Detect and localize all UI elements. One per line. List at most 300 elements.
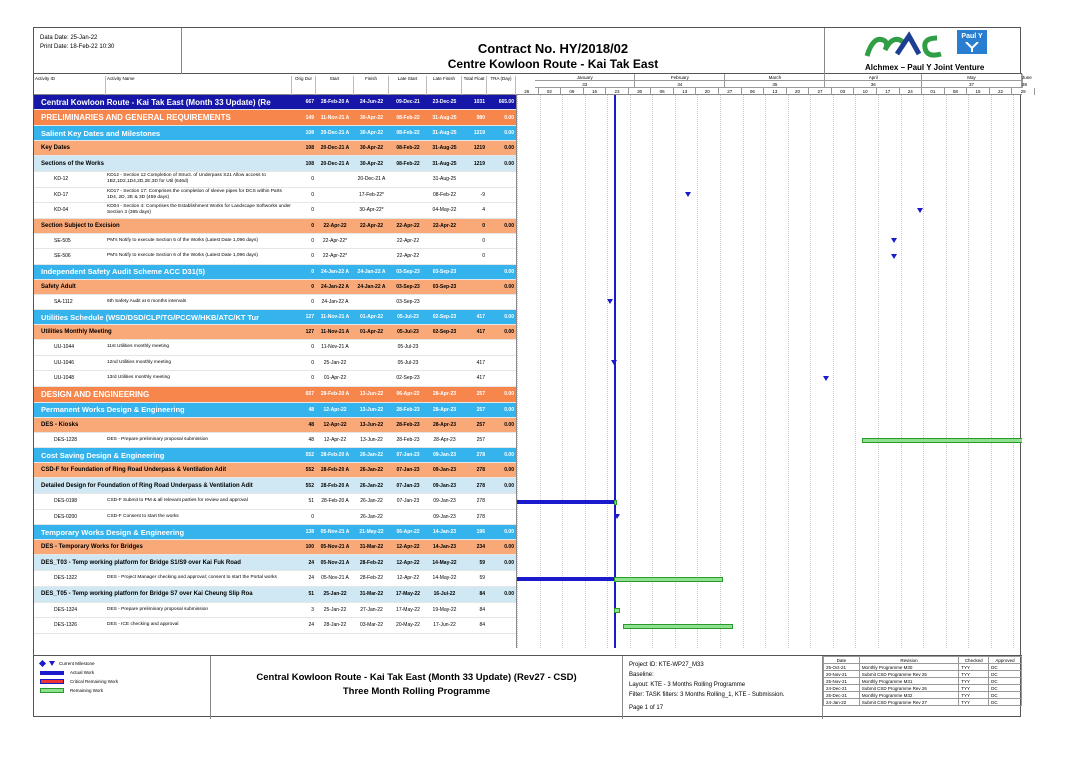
footer-title-block [211, 656, 623, 719]
late-start: 03-Sep-23 [396, 268, 420, 275]
grid-line [607, 95, 608, 648]
summary-row[interactable] [34, 280, 516, 295]
late-start: 07-Jan-23 [396, 467, 420, 473]
finish-date: 21-May-22 [359, 529, 384, 535]
revision-table [823, 656, 1022, 719]
finish-date: 30-Apr-22* [359, 207, 384, 214]
rev-approved: DC [989, 671, 1022, 678]
late-start: 28-Feb-23 [396, 421, 420, 428]
month-label: March [725, 74, 825, 81]
remaining-work-bar[interactable] [623, 624, 733, 629]
grid-line [901, 95, 902, 648]
late-start: 09-Dec-21 [396, 99, 420, 105]
activity-name: PM's Notify to execute Section 6 of the Works (Latest Date 1,096 days) [107, 253, 258, 259]
activity-row[interactable] [34, 494, 516, 510]
revision-row [824, 685, 1022, 692]
activity-name: DES_T05 - Temp working platform for Bridge S7 over Kai Cheung Slip Roa [41, 591, 253, 597]
finish-date: 24-Jan-22 A [357, 283, 386, 290]
start-date: 28-Feb-20 A [320, 452, 350, 458]
activity-row[interactable] [34, 618, 516, 634]
grid-line [652, 95, 653, 648]
grid-line [562, 95, 563, 648]
summary-row[interactable] [34, 265, 516, 280]
tra-days: 0.00 [504, 406, 514, 413]
start-date: 22-Apr-22 [323, 222, 347, 229]
activity-name: 6th Safety Audit at 6 months intervals [107, 298, 187, 304]
revision-row [824, 699, 1022, 706]
actual-work-bar[interactable] [517, 577, 614, 581]
remaining-work-bar[interactable] [614, 577, 724, 582]
orig-dur: 24 [308, 575, 314, 582]
tra-days [487, 494, 516, 509]
total-float: 234 [476, 544, 485, 550]
rev-checked: TYY [959, 664, 989, 671]
tra-days [487, 618, 516, 633]
summary-row[interactable] [34, 156, 516, 172]
activity-name: Central Kowloon Route - Kai Tak East (Month 33 Update) (Re [41, 97, 271, 107]
schedule-sheet [33, 27, 1032, 717]
activity-id: DES-1324 [54, 606, 78, 613]
rev-date: 24-Dec-21 [824, 685, 860, 692]
tra-days [487, 234, 516, 249]
late-finish: 14-Jan-23 [432, 529, 457, 535]
late-start: 22-Apr-22 [396, 253, 420, 260]
total-float: 257 [476, 391, 485, 397]
week-day-label: 20 [696, 88, 719, 95]
period-label: 36 [825, 81, 922, 88]
project-id: Project ID: KTE-WP27_M33 [629, 662, 704, 668]
summary-row[interactable] [34, 126, 516, 141]
finish-date: 13-Jun-22 [359, 391, 384, 397]
week-day-label: 10 [854, 88, 877, 95]
rev-col-approved: Approved [989, 657, 1022, 664]
activity-name: Independent Safety Audit Scheme ACC D31(5) [41, 267, 206, 276]
total-float: 4 [482, 207, 485, 214]
milestone-icon[interactable] [685, 192, 691, 197]
rev-description: Monthly Programme M32 [859, 692, 958, 699]
start-date: 24-Jan-22 A [321, 298, 349, 305]
week-day-label: 22 [990, 88, 1013, 95]
week-day-label: 27 [719, 88, 742, 95]
summary-row[interactable] [34, 478, 516, 494]
late-start: 06-Apr-22 [396, 529, 420, 535]
late-start: 05-Jul-23 [397, 359, 419, 366]
late-start: 03-Sep-23 [396, 298, 420, 305]
orig-dur: 149 [305, 114, 314, 121]
total-float: 84 [479, 606, 485, 613]
activity-row[interactable] [34, 188, 516, 204]
late-finish: 22-Apr-22 [432, 222, 457, 229]
activity-name: DES - Temporary Works for Bridges [41, 544, 143, 550]
activity-id: DES-1228 [54, 436, 78, 443]
grid-line [765, 95, 766, 648]
week-day-label: 29 [1012, 88, 1035, 95]
finish-date [354, 371, 389, 386]
late-finish: 14-May-22 [432, 575, 457, 582]
activity-name: KD04 - Section 4: Comprises the Establishment Works for Landscape Softworks under Section 3 (365 days) [107, 204, 291, 216]
orig-dur: 108 [305, 145, 314, 151]
activity-name: CSD-F Consent to start the works [107, 513, 179, 519]
col-late-finish: Late Finish [427, 76, 462, 95]
total-float: 0 [482, 237, 485, 244]
month-label: January [535, 74, 635, 81]
orig-dur: 0 [311, 359, 314, 366]
summary-row[interactable] [34, 310, 516, 325]
rev-col-checked: Checked [959, 657, 989, 664]
activity-name: DES - Prepare preliminary proposal submission [107, 606, 209, 612]
activity-name: DES_T03 - Temp working platform for Bridge S1/S9 over Kai Fuk Road [41, 559, 241, 566]
legend-critical: Critical Remaining Work [40, 679, 118, 684]
late-finish: 02-Sep-23 [432, 314, 457, 320]
col-late-start: Late Start [389, 76, 427, 95]
baseline: Baseline: [629, 672, 654, 678]
tra-days [487, 188, 516, 203]
week-day-label: 24 [900, 88, 923, 95]
late-start: 28-Feb-23 [396, 436, 420, 443]
late-start: 12-Apr-22 [396, 559, 420, 566]
late-finish: 03-Sep-23 [432, 283, 457, 290]
week-day-label: 30 [629, 88, 652, 95]
activity-id: DES-1326 [54, 622, 78, 629]
total-float: 980 [476, 114, 485, 121]
milestone-icon[interactable] [891, 254, 897, 259]
grid-line [878, 95, 879, 648]
paul-y-badge: Paul Y [957, 30, 987, 54]
milestone-icon[interactable] [607, 299, 613, 304]
orig-dur: 108 [305, 160, 314, 167]
start-date: 12-Apr-22 [323, 421, 347, 428]
orig-dur: 0 [311, 344, 314, 351]
finish-date [354, 295, 389, 310]
late-start: 06-Apr-22 [396, 391, 420, 397]
activity-row[interactable] [34, 295, 516, 311]
finish-date [354, 234, 389, 249]
total-float: 278 [476, 498, 485, 505]
rev-description: Submit CSD Programme Rev 27 [859, 699, 958, 706]
rev-date: 24-Jan-22 [824, 699, 860, 706]
month-label: April [825, 74, 922, 81]
grid-line [1013, 95, 1014, 648]
finish-date: 13-Jun-22 [359, 421, 384, 428]
tra-days: 0.00 [504, 452, 514, 458]
layout: Layout: KTE - 3 Months Rolling Programme [629, 682, 746, 688]
orig-dur: 100 [305, 544, 314, 550]
rev-description: Monthly Programme M31 [859, 678, 958, 685]
remaining-work-bar[interactable] [614, 500, 617, 505]
summary-row[interactable] [34, 587, 516, 603]
milestone-icon[interactable] [917, 208, 923, 213]
orig-dur: 3 [311, 606, 314, 613]
paul-y-y-icon [962, 42, 982, 52]
grid-line [923, 95, 924, 648]
late-finish: 09-Jan-23 [432, 467, 457, 473]
finish-date [354, 356, 389, 371]
orig-dur: 657 [305, 391, 314, 397]
orig-dur: 48 [308, 421, 314, 428]
legend-milestone: Current Milestone [40, 661, 95, 666]
summary-row[interactable] [34, 219, 516, 234]
late-finish [427, 371, 462, 386]
actual-bar-icon [40, 671, 64, 675]
grid-line [743, 95, 744, 648]
col-orig-dur: Orig Dur [292, 76, 316, 95]
milestone-icon[interactable] [611, 360, 617, 365]
summary-row[interactable] [34, 387, 516, 403]
rev-description: Submit CSD Programme Rev 25 [859, 671, 958, 678]
activity-id: SE-506 [54, 253, 71, 260]
summary-row[interactable] [34, 525, 516, 540]
orig-dur: 0 [311, 298, 314, 305]
late-start: 07-Jan-23 [396, 482, 420, 489]
week-day-label: 08 [945, 88, 968, 95]
grid-line [810, 95, 811, 648]
activity-name: Utilities Monthly Meeting [41, 329, 112, 335]
finish-date: 13-Jun-22 [359, 406, 384, 413]
activity-row[interactable] [34, 340, 516, 356]
finish-date: 26-Jan-22 [359, 482, 384, 489]
footer-title: Central Kowloon Route - Kai Tak East (Month 33 Update) (Rev27 - CSD) [256, 672, 577, 683]
late-finish: 19-May-22 [432, 606, 457, 613]
tra-days: 0.00 [504, 268, 514, 275]
period-label: 35 [725, 81, 825, 88]
activity-row[interactable] [34, 603, 516, 619]
tra-days [487, 571, 516, 586]
activity-name: DES - Project Manager checking and approval; consent to start the Portal works [107, 575, 277, 581]
orig-dur: 552 [305, 452, 314, 458]
week-day-label: 23 [606, 88, 629, 95]
orig-dur: 552 [305, 482, 314, 489]
page-footer [34, 655, 1022, 718]
week-day-label: 06 [651, 88, 674, 95]
activity-name: Safety Adult [41, 283, 76, 290]
rev-checked: TYY [959, 685, 989, 692]
activity-name: DESIGN AND ENGINEERING [41, 389, 150, 399]
grid-line [991, 95, 992, 648]
legend-actual: Actual Work [40, 670, 94, 675]
total-float: 1031 [473, 99, 485, 105]
late-finish: 04-May-22 [432, 207, 457, 214]
tra-days: 0.00 [504, 114, 514, 121]
start-date: 20-Dec-21 A [320, 130, 350, 136]
tra-days: 0.00 [504, 314, 514, 320]
late-finish: 02-Sep-23 [432, 329, 457, 335]
activity-row[interactable] [34, 371, 516, 387]
late-finish: 14-Jan-23 [432, 544, 457, 550]
remaining-work-bar[interactable] [614, 608, 620, 613]
finish-date: 24-Jun-22 [359, 99, 384, 105]
activity-row[interactable] [34, 510, 516, 526]
late-start: 28-Feb-23 [396, 406, 420, 413]
activity-row[interactable] [34, 203, 516, 219]
milestone-icon[interactable] [614, 514, 620, 519]
grid-line [968, 95, 969, 648]
total-float [462, 172, 487, 187]
late-start: 17-May-22 [395, 591, 421, 597]
orig-dur: 0 [311, 176, 314, 183]
finish-date: 31-Mar-22 [359, 591, 384, 597]
rev-checked: TYY [959, 678, 989, 685]
footer-subtitle: Three Month Rolling Programme [342, 686, 491, 697]
rev-approved: DC [989, 664, 1022, 671]
rev-col-revision: Revision [859, 657, 958, 664]
start-date: 11-Nov-21 A [320, 114, 350, 121]
actual-work-bar[interactable] [517, 500, 614, 504]
week-day-label: 17 [877, 88, 900, 95]
late-finish [427, 295, 462, 310]
start-date: 28-Feb-20 A [320, 467, 350, 473]
orig-dur: 24 [308, 559, 314, 566]
activity-name: Utilities Schedule (WSD/DSD/CLP/TG/PCCW/HKB/ATC/KT Tur [41, 312, 260, 322]
grid-line [833, 95, 834, 648]
rev-date: 25-Oct-21 [824, 664, 860, 671]
start-date: 25-Jan-22 [323, 606, 347, 613]
activity-name: Key Dates [41, 145, 71, 151]
tra-days: 0.00 [504, 559, 514, 566]
late-start [389, 510, 427, 525]
late-finish: 31-Aug-25 [432, 145, 457, 151]
column-header [34, 74, 1032, 95]
total-float [462, 265, 487, 279]
finish-date: 26-Jan-22 [360, 513, 383, 520]
orig-dur: 0 [311, 513, 314, 520]
late-start: 02-Sep-23 [396, 375, 420, 382]
period-label: 37 [922, 81, 1022, 88]
start-date: 22-Apr-22* [322, 253, 348, 260]
finish-date: 26-Jan-22 [359, 452, 384, 458]
rev-checked: TYY [959, 692, 989, 699]
rev-checked: TYY [959, 699, 989, 706]
rev-approved: DC [989, 678, 1022, 685]
diamond-icon [39, 660, 46, 667]
company-logo-block [824, 28, 1022, 74]
summary-row[interactable] [34, 95, 516, 110]
tra-days: 0.00 [504, 529, 514, 535]
total-float: 278 [476, 482, 485, 489]
tra-days: 0.00 [504, 160, 514, 167]
tra-days [487, 371, 516, 386]
activity-row[interactable] [34, 234, 516, 250]
activity-name: 12nd Utilities monthly meeting [107, 359, 171, 365]
summary-row[interactable] [34, 403, 516, 418]
orig-dur: 48 [308, 436, 314, 443]
summary-row[interactable] [34, 555, 516, 571]
start-date: 01-Apr-22 [323, 375, 347, 382]
activity-name: Sections of the Works [41, 160, 104, 167]
week-day-label: 26 [516, 88, 539, 95]
finish-date: 03-Mar-22 [359, 622, 384, 629]
week-day-label: 13 [764, 88, 787, 95]
activity-row[interactable] [34, 249, 516, 265]
late-finish: 17-Jun-22 [433, 622, 456, 629]
orig-dur: 127 [305, 329, 314, 335]
page-number: Page 1 of 17 [629, 705, 664, 711]
activity-id: DES-0200 [54, 513, 78, 520]
summary-row[interactable] [34, 141, 516, 156]
grid-line [697, 95, 698, 648]
late-finish: 28-Apr-23 [432, 406, 457, 413]
activity-name: PRELIMINARIES AND GENERAL REQUIREMENTS [41, 113, 231, 122]
late-finish: 28-Apr-23 [432, 421, 457, 428]
summary-row[interactable] [34, 418, 516, 433]
activity-row[interactable] [34, 172, 516, 188]
rev-checked: TYY [959, 671, 989, 678]
tra-days: 0.00 [504, 591, 514, 597]
orig-dur: 24 [308, 622, 314, 629]
activity-id: DES-0198 [54, 498, 78, 505]
late-start [389, 203, 427, 218]
week-day-label: 02 [539, 88, 562, 95]
revision-row [824, 664, 1022, 671]
orig-dur: 48 [308, 406, 314, 413]
tra-days [487, 172, 516, 187]
tra-days [487, 340, 516, 355]
milestone-icon[interactable] [823, 376, 829, 381]
rev-approved: DC [989, 699, 1022, 706]
orig-dur: 0 [311, 191, 314, 198]
late-finish: 09-Jan-23 [432, 482, 457, 489]
start-date: 12-Apr-22 [323, 436, 347, 443]
activity-id: DES-1322 [54, 575, 78, 582]
total-float: 417 [476, 375, 485, 382]
activity-row[interactable] [34, 356, 516, 372]
rev-description: Monthly Programme M30 [859, 664, 958, 671]
start-date: 24-Jan-22 A [321, 268, 349, 275]
activity-row[interactable] [34, 433, 516, 449]
tra-days: 0.00 [504, 467, 514, 473]
rev-date: 25-Dec-21 [824, 692, 860, 699]
tra-days: 0.00 [504, 421, 514, 428]
grid-line [630, 95, 631, 648]
orig-dur: 51 [308, 498, 314, 505]
late-finish: 31-Aug-25 [432, 176, 457, 183]
activity-name: DES - Prepare preliminary proposal submission [107, 436, 209, 442]
milestone-icon[interactable] [891, 238, 897, 243]
total-float: 0 [482, 222, 485, 229]
late-finish [427, 249, 462, 264]
month-label: May [922, 74, 1022, 81]
late-finish: 31-Aug-25 [432, 114, 457, 121]
finish-date: 30-Apr-22 [359, 130, 384, 136]
remaining-bar-icon [40, 688, 64, 693]
late-start: 05-Jul-23 [397, 329, 419, 335]
summary-row[interactable] [34, 448, 516, 463]
late-finish: 09-Jan-23 [433, 513, 456, 520]
timescale [516, 74, 1032, 95]
start-date: 28-Jan-22 [323, 622, 347, 629]
total-float: 59 [479, 559, 485, 566]
finish-date: 31-Mar-22 [359, 544, 384, 550]
activity-name: 13rd Utilities monthly meeting [107, 375, 170, 381]
late-finish [427, 234, 462, 249]
start-date: 28-Feb-20 A [320, 391, 350, 397]
tra-days [487, 603, 516, 618]
data-date-line [614, 95, 616, 648]
summary-row[interactable] [34, 540, 516, 555]
summary-row[interactable] [34, 325, 516, 340]
start-date [316, 188, 354, 203]
start-date [316, 510, 354, 525]
finish-date: 30-Apr-22 [359, 160, 384, 167]
orig-dur: 0 [311, 222, 314, 229]
summary-row[interactable] [34, 110, 516, 126]
summary-row[interactable] [34, 463, 516, 478]
late-start: 12-Apr-22 [396, 544, 420, 550]
activity-row[interactable] [34, 571, 516, 587]
start-date: 11-Nov-21 A [321, 344, 349, 351]
revision-row [824, 678, 1022, 685]
remaining-work-bar[interactable] [862, 438, 1022, 443]
week-day-label: 16 [584, 88, 607, 95]
